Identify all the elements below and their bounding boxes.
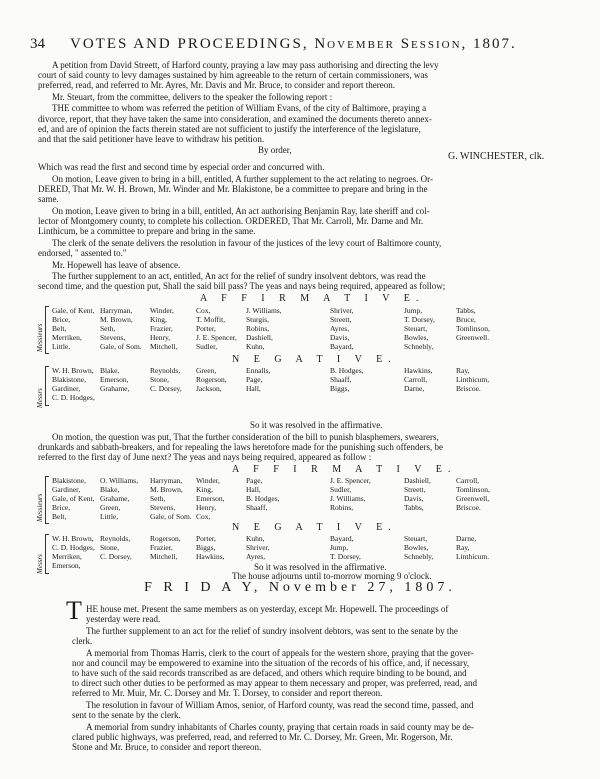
- vote2-negative-member-name: Steuart,: [404, 534, 428, 543]
- text-line: Linthicum, be a committee to prepare and bring in the same.: [38, 226, 256, 236]
- vote1-result: So it was resolved in the affirmative.: [250, 420, 383, 430]
- text-line: and that the said petitioner have leave to withdraw his petition.: [38, 134, 265, 144]
- text-line: DERED, That Mr. W. H. Brown, Mr. Winder and Mr. Blakistone, be a committee to prepare and bring in the: [38, 184, 428, 194]
- vote1-negative-member-name: Grahame,: [100, 384, 130, 393]
- vote2-affirmative-column: [150, 476, 192, 521]
- vote1-negative-column: [150, 366, 182, 393]
- vote2-affirmative-member-name: Gale, of Kent,: [52, 494, 95, 503]
- vote1-affirmative-member-name: Cox,: [196, 306, 211, 315]
- vote2-negative-member-name: C. D. Hodges,: [52, 543, 95, 552]
- vote2-affirmative-member-name: Stevens,: [150, 503, 176, 512]
- vote2-negative-member-name: Stone,: [100, 543, 119, 552]
- vote2-affirmative-member-name: Carroll,: [456, 476, 480, 485]
- vote2-negative-member-name: Rogerson,: [150, 534, 181, 543]
- vote1-negative-member-name: Stone,: [150, 375, 169, 384]
- vote1-affirmative-member-name: Belt,: [52, 324, 67, 333]
- vote2-negative-member-name: Ray,: [456, 543, 470, 552]
- text-line: same.: [38, 194, 59, 204]
- text-line: Mr. Hopewell has leave of absence.: [52, 260, 181, 270]
- vote2-affirmative-member-name: Tabbs,: [404, 503, 424, 512]
- vote1-negative-member-name: Ray,: [456, 366, 470, 375]
- vote1-affirmative-member-name: Bowles,: [404, 333, 429, 342]
- vote1-affirmative-member-name: Gale, of Kent,: [52, 306, 95, 315]
- vote2-negative-column: [100, 534, 132, 561]
- page-title: VOTES AND PROCEEDINGS, November Session, 1807.: [70, 36, 517, 52]
- vote1-affirmative-member-name: Frazier,: [150, 324, 173, 333]
- vote1-negative-column: [196, 366, 227, 393]
- text-line: clared public highways, was preferred, read, and referred to Mr. C. Dorsey, Mr. Green, Mr. Rogerson, Mr.: [72, 732, 453, 742]
- vote1-negative-member-name: Shaaff,: [330, 375, 352, 384]
- vote1-negative-member-name: Briscoe.: [456, 384, 481, 393]
- vote1-negative-column: [246, 366, 270, 393]
- vote2-affirmative-member-name: J. E. Spencer,: [330, 476, 371, 485]
- vote2-affirmative-member-name: Brice,: [52, 503, 71, 512]
- vote1-negative-member-name: Blake,: [100, 366, 120, 375]
- vote1-negative-member-name: Reynolds,: [150, 366, 181, 375]
- vote2-negative-member-name: Porter,: [196, 534, 216, 543]
- vote2-affirmative-member-name: Seth,: [150, 494, 166, 503]
- vote2-negative-column: [150, 534, 181, 561]
- text-line: to direct such other duties to be performed as may appear to them necessary and proper, was preferred, read, and: [72, 678, 477, 688]
- vote2-negative-member-name: Linthicum.: [456, 552, 490, 561]
- vote2-affirmative-member-name: Hall,: [246, 485, 261, 494]
- text-line: second time, and the question put, Shall the said bill pass? The yeas and nays being required, appeared as follow;: [38, 281, 446, 291]
- vote2-affirmative-member-name: Streett,: [404, 485, 426, 494]
- text-line: Which was read the first and second time by especial order and concurred with.: [38, 162, 325, 172]
- text-line: On motion, Leave given to bring in a bill, entitled, A further supplement to the act relating to negroes. Or-: [52, 174, 433, 184]
- vote1-affirmative-heading: A F F I R M A T I V E.: [200, 293, 425, 304]
- vote1-affirmative-member-name: Porter,: [196, 324, 216, 333]
- vote2-negative-member-name: Schnebly,: [404, 552, 434, 561]
- vote2-aff-side-label: Messieurs: [36, 493, 44, 522]
- vote2-negative-member-name: Merriken,: [52, 552, 82, 561]
- text-line: The further supplement to an act, entitled, An act for the relief of sundry insolvent debtors, was read the: [52, 271, 426, 281]
- vote1-affirmative-member-name: Sturgis,: [246, 315, 269, 324]
- vote1-affirmative-member-name: Tabbs,: [456, 306, 476, 315]
- vote1-negative-member-name: Hawkins,: [404, 366, 433, 375]
- text-line: The further supplement to an act for the relief of sundry insolvent debtors, was sent to the senate by the: [86, 626, 458, 636]
- text-line: THE committee to whom was referred the petition of William Evans, of the city of Baltimore, praying a: [52, 103, 427, 113]
- vote1-affirmative-column: [404, 306, 435, 351]
- vote1-affirmative-member-name: Streett,: [330, 315, 352, 324]
- adjourn-line: The house adjourns until to-morrow morning 9 o'clock.: [232, 571, 432, 581]
- text-line: HE house met. Present the same members as on yesterday, except Mr. Hopewell. The proceedings of: [86, 604, 449, 614]
- vote2-affirmative-member-name: Green,: [100, 503, 121, 512]
- vote1-affirmative-member-name: Winder,: [150, 306, 174, 315]
- vote1-negative-member-name: W. H. Brown,: [52, 366, 94, 375]
- text-line: lector of Montgomery county, to complete his collection. ORDERED, That Mr. Carroll, Mr. Darne and Mr.: [38, 216, 424, 226]
- text-line: endorsed, " assented to.": [38, 248, 127, 258]
- vote1-affirmative-member-name: Sudler,: [196, 342, 218, 351]
- vote1-affirmative-member-name: Gale, of Som.: [100, 342, 142, 351]
- vote1-neg-side-label: Messrs: [36, 388, 44, 408]
- vote1-affirmative-member-name: Schnebly,: [404, 342, 434, 351]
- text-line: clerk.: [72, 636, 93, 646]
- vote1-affirmative-column: [100, 306, 142, 351]
- vote2-affirmative-member-name: King,: [196, 485, 213, 494]
- vote2-affirmative-column: [52, 476, 94, 521]
- vote1-affirmative-member-name: Harryman,: [100, 306, 133, 315]
- vote2-affirmative-member-name: Cox,: [196, 512, 211, 521]
- vote2-affirmative-member-name: Davis,: [404, 494, 424, 503]
- vote2-affirmative-member-name: O. Williams,: [100, 476, 139, 485]
- vote1-affirmative-member-name: Brice,: [52, 315, 71, 324]
- vote1-affirmative-column: [456, 306, 490, 342]
- vote2-negative-member-name: W. H. Brown,: [52, 534, 94, 543]
- vote1-negative-member-name: Page,: [246, 375, 263, 384]
- vote2-negative-member-name: T. Dorsey,: [330, 552, 361, 561]
- vote2-affirmative-column: [404, 476, 431, 512]
- vote2-affirmative-column: [330, 476, 371, 512]
- vote2-affirmative-member-name: B. Hodges,: [246, 494, 280, 503]
- vote2-affirmative-member-name: Henry,: [196, 503, 217, 512]
- vote2-negative-member-name: Jump,: [330, 543, 349, 552]
- vote2-affirmative-member-name: Robins,: [330, 503, 354, 512]
- text-line: The resolution in favour of William Amos, senior, of Harford county, was read the second time, passed, and: [86, 700, 474, 710]
- vote1-affirmative-member-name: Greenwell.: [456, 333, 490, 342]
- vote1-negative-column: [52, 366, 95, 402]
- vote1-negative-member-name: Rogerson,: [196, 375, 227, 384]
- text-line: yesterday were read.: [86, 614, 161, 624]
- vote1-affirmative-member-name: M. Brown,: [100, 315, 133, 324]
- vote1-aff-brace: [45, 306, 49, 354]
- vote1-affirmative-member-name: Henry,: [150, 333, 171, 342]
- vote1-affirmative-member-name: Bayard,: [330, 342, 354, 351]
- vote2-negative-member-name: Hawkins,: [196, 552, 225, 561]
- vote2-affirmative-member-name: Grahame,: [100, 494, 130, 503]
- vote1-affirmative-member-name: Merriken,: [52, 333, 82, 342]
- vote1-affirmative-member-name: Dashiell,: [246, 333, 273, 342]
- text-line: ed, and are of opinion the facts therein stated are not sufficient to justify the interference of the legislature,: [38, 124, 421, 134]
- vote1-affirmative-member-name: Stevens,: [100, 333, 126, 342]
- vote2-affirmative-column: [456, 476, 490, 512]
- vote1-affirmative-member-name: Shriver,: [330, 306, 354, 315]
- vote2-negative-column: [456, 534, 489, 561]
- vote1-negative-member-name: C. Dorsey,: [150, 384, 182, 393]
- vote2-affirmative-member-name: Harryman,: [150, 476, 183, 485]
- page-header: [30, 36, 578, 54]
- vote1-negative-member-name: Biggs,: [330, 384, 350, 393]
- vote1-negative-member-name: Gardiner,: [52, 384, 81, 393]
- vote1-negative-member-name: Blakistone,: [52, 375, 86, 384]
- vote2-affirmative-member-name: Page,: [246, 476, 263, 485]
- vote2-affirmative-member-name: Greenwell,: [456, 494, 490, 503]
- vote1-negative-member-name: Darne,: [404, 384, 425, 393]
- text-line: referred to Mr. Muir, Mr. C. Dorsey and Mr. T. Dorsey, to consider and report thereon.: [72, 688, 383, 698]
- vote1-negative-member-name: B. Hodges,: [330, 366, 364, 375]
- vote1-affirmative-member-name: Seth,: [100, 324, 116, 333]
- vote2-affirmative-member-name: Briscoe.: [456, 503, 481, 512]
- vote1-affirmative-column: [52, 306, 94, 351]
- vote2-negative-member-name: Kuhn,: [246, 534, 265, 543]
- vote1-negative-heading: N E G A T I V E.: [232, 354, 397, 365]
- vote2-negative-heading: N E G A T I V E.: [232, 522, 397, 533]
- vote1-negative-member-name: C. D. Hodges,: [52, 393, 95, 402]
- text-line: referred to the first day of June next? The yeas and nays being required, appeared as follow :: [38, 452, 372, 462]
- vote2-negative-column: [330, 534, 361, 561]
- text-line: A memorial from sundry inhabitants of Charles county, praying that certain roads in said county may be de-: [86, 722, 474, 732]
- vote2-affirmative-member-name: Winder,: [196, 476, 220, 485]
- vote2-negative-member-name: Emerson,: [52, 561, 81, 570]
- vote2-neg-brace: [45, 534, 49, 574]
- vote2-negative-column: [196, 534, 225, 561]
- vote2-affirmative-member-name: Emerson,: [196, 494, 225, 503]
- vote1-negative-member-name: Jackson,: [196, 384, 222, 393]
- text-line: A petition from David Streett, of Harford county, praying a law may pass authorising and directing the levy: [52, 60, 439, 70]
- vote2-affirmative-member-name: Sudler,: [330, 485, 352, 494]
- text-line: preferred, read, and referred to Mr. Ayres, Mr. Davis and Mr. Bruce, to consider and report thereon.: [38, 80, 396, 90]
- vote2-negative-column: [404, 534, 433, 561]
- vote1-affirmative-member-name: J. E. Spencer,: [196, 333, 237, 342]
- vote1-negative-column: [330, 366, 364, 393]
- vote1-negative-member-name: Green,: [196, 366, 217, 375]
- text-line: On motion, Leave given to bring in a bill, entitled, An act authorising Benjamin Ray, late sheriff and col-: [52, 206, 430, 216]
- vote2-affirmative-column: [196, 476, 225, 521]
- vote1-affirmative-member-name: Jump,: [404, 306, 423, 315]
- text-line: court of said county to levy damages sustained by him agreeable to the return of certain commissioners, was: [38, 70, 428, 80]
- vote2-affirmative-heading: A F F I R M A T I V E.: [232, 464, 457, 475]
- vote2-negative-member-name: Darne,: [456, 534, 477, 543]
- vote1-affirmative-member-name: Robins,: [246, 324, 270, 333]
- vote1-affirmative-member-name: Ayres,: [330, 324, 350, 333]
- vote2-negative-member-name: Mitchell,: [150, 552, 178, 561]
- text-line: Stone and Mr. Bruce, to consider and report thereon.: [72, 742, 262, 752]
- vote2-affirmative-column: [246, 476, 280, 512]
- vote2-negative-column: [246, 534, 270, 561]
- friday-heading: F R I D A Y, November 27, 1807.: [144, 580, 456, 595]
- vote2-affirmative-member-name: J. Williams,: [330, 494, 366, 503]
- text-line: Mr. Steuart, from the committee, delivers to the speaker the following report :: [52, 92, 333, 102]
- vote1-affirmative-member-name: King,: [150, 315, 167, 324]
- vote2-negative-member-name: Biggs,: [196, 543, 216, 552]
- vote2-negative-member-name: Reynolds,: [100, 534, 131, 543]
- vote2-neg-side-label: Messrs: [36, 554, 44, 574]
- vote2-negative-member-name: Ayres,: [246, 552, 266, 561]
- text-line: A memorial from Thomas Harris, clerk to the court of appeals for the western shore, praying that the gover-: [86, 648, 474, 658]
- vote1-negative-member-name: Carroll,: [404, 375, 428, 384]
- vote2-affirmative-column: [100, 476, 138, 521]
- vote1-affirmative-member-name: Steuart,: [404, 324, 428, 333]
- vote1-negative-column: [100, 366, 129, 393]
- text-line: to have such of the said records transcribed as are defaced, and others which require binding to be bound, and: [72, 668, 467, 678]
- vote1-negative-member-name: Emerson,: [100, 375, 129, 384]
- vote1-aff-side-label: Messieurs: [36, 323, 44, 352]
- text-line: The clerk of the senate delivers the resolution in favour of the justices of the levy court of Baltimore county,: [52, 238, 442, 248]
- vote1-negative-member-name: Ennalls,: [246, 366, 271, 375]
- vote1-affirmative-column: [246, 306, 282, 351]
- text-line: On motion, the question was put, That the further consideration of the bill to punish blasphemers, swearers,: [52, 432, 439, 442]
- vote2-affirmative-member-name: Shaaff,: [246, 503, 268, 512]
- vote1-negative-column: [456, 366, 489, 393]
- vote1-affirmative-column: [330, 306, 354, 351]
- vote2-negative-member-name: C. Dorsey,: [100, 552, 132, 561]
- vote2-affirmative-member-name: M. Brown,: [150, 485, 183, 494]
- vote2-affirmative-member-name: Gardiner,: [52, 485, 81, 494]
- vote2-negative-member-name: Bayard,: [330, 534, 354, 543]
- vote1-affirmative-member-name: Kuhn,: [246, 342, 265, 351]
- vote1-affirmative-member-name: Little,: [52, 342, 71, 351]
- vote2-affirmative-member-name: Gale, of Som.: [150, 512, 192, 521]
- vote1-negative-column: [404, 366, 433, 393]
- vote1-affirmative-member-name: J. Williams,: [246, 306, 282, 315]
- vote2-negative-member-name: Frazier,: [150, 543, 173, 552]
- vote1-affirmative-member-name: Tomlinson,: [456, 324, 490, 333]
- vote1-affirmative-column: [150, 306, 177, 351]
- vote2-affirmative-member-name: Blakistone,: [52, 476, 86, 485]
- vote1-affirmative-member-name: T. Moffit,: [196, 315, 226, 324]
- vote2-negative-member-name: Shriver,: [246, 543, 270, 552]
- vote1-neg-brace: [45, 366, 49, 406]
- vote1-affirmative-member-name: Davis,: [330, 333, 350, 342]
- text-line: sent to the senate by the clerk.: [72, 710, 181, 720]
- vote2-result: So it was resolved in the affirmative.: [254, 562, 387, 572]
- vote2-affirmative-member-name: Tomlinson,: [456, 485, 490, 494]
- vote2-aff-brace: [45, 476, 49, 524]
- vote2-affirmative-member-name: Dashiell,: [404, 476, 431, 485]
- text-line: drunkards and sabbath-breakers, and for repealing the laws heretofore made for the punishing such offenders, be: [38, 442, 443, 452]
- text-line: nor and council may be empowered to examine into the situation of the records of his office, and, if necessary,: [72, 658, 470, 668]
- vote1-affirmative-member-name: T. Dorsey,: [404, 315, 435, 324]
- vote1-affirmative-column: [196, 306, 237, 351]
- vote2-affirmative-member-name: Blake,: [100, 485, 120, 494]
- vote2-affirmative-member-name: Little,: [100, 512, 119, 521]
- by-order: By order,: [258, 145, 292, 155]
- signature-name: G. WINCHESTER, clk.: [448, 151, 545, 162]
- vote1-negative-member-name: Hall,: [246, 384, 261, 393]
- vote1-negative-member-name: Linthicum,: [456, 375, 490, 384]
- text-line: divorce, report, that they have taken the same into consideration, and examined the documents thereto annex-: [38, 114, 432, 124]
- vote2-affirmative-member-name: Belt,: [52, 512, 67, 521]
- drop-cap: T: [66, 596, 82, 625]
- vote2-negative-member-name: Bowles,: [404, 543, 429, 552]
- page-number: 34: [30, 36, 45, 52]
- vote1-affirmative-member-name: Bruce,: [456, 315, 476, 324]
- vote2-negative-column: [52, 534, 95, 570]
- vote1-affirmative-member-name: Mitchell,: [150, 342, 178, 351]
